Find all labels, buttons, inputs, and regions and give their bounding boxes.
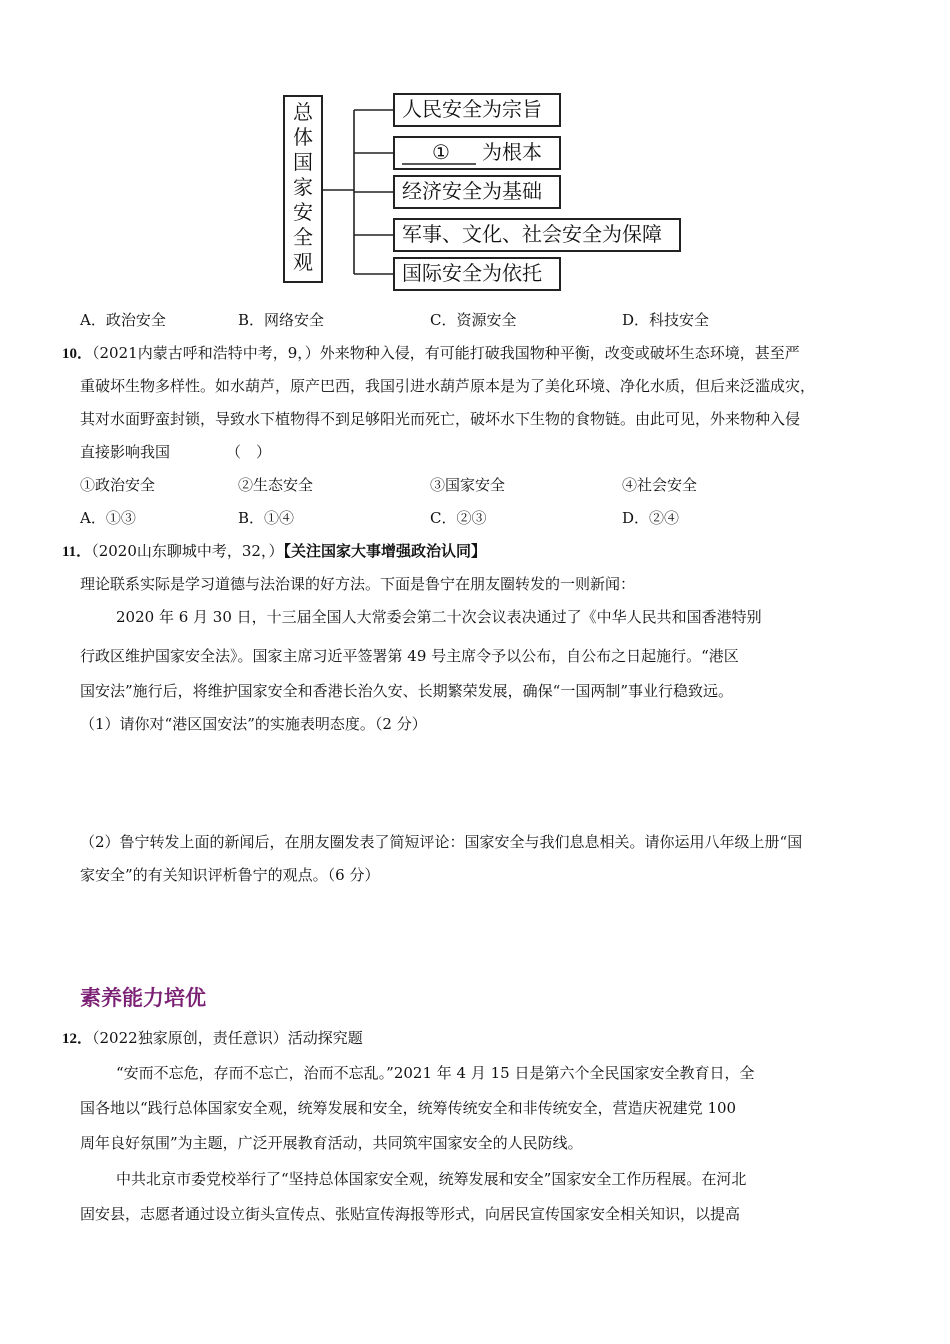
q12-line-5: 固安县，志愿者通过设立街头宣传点、张贴宣传海报等形式，向居民宣传国家安全相关知识，以提高 bbox=[80, 1205, 741, 1223]
q10-item-3: ③国家安全 bbox=[430, 476, 506, 494]
option-text: 资源安全 bbox=[456, 311, 517, 329]
q12-header bbox=[62, 1027, 363, 1050]
option-letter: B． bbox=[238, 509, 265, 527]
option-text: ②③ bbox=[456, 509, 487, 527]
q11-subquestion-1: （1）请你对“港区国安法”的实施表明态度。（2 分） bbox=[80, 715, 427, 733]
question-text: 直接影响我国 bbox=[80, 443, 171, 461]
question-number: 11． bbox=[62, 544, 92, 560]
root-char: 国 bbox=[293, 150, 313, 174]
option-letter: D． bbox=[622, 509, 650, 527]
diagram-root-label bbox=[289, 100, 317, 275]
root-char: 全 bbox=[293, 225, 313, 249]
q10-line-1 bbox=[62, 342, 800, 365]
option-text: 科技安全 bbox=[649, 311, 710, 329]
option-letter: B． bbox=[238, 311, 265, 329]
q12-line-3: 周年良好氛围”为主题，广泛开展教育活动，共同筑牢国家安全的人民防线。 bbox=[80, 1134, 583, 1152]
option-text: ①④ bbox=[264, 509, 295, 527]
question-tag: 【关注国家大事增强政治认同】 bbox=[283, 542, 486, 560]
question-number: 12． bbox=[62, 1031, 93, 1047]
option-letter: C． bbox=[430, 311, 457, 329]
root-char: 体 bbox=[293, 125, 313, 149]
q11-news-line-3: 国安法”施行后，将维护国家安全和香港长治久安、长期繁荣发展，确保“一国两制”事业行稳致远。 bbox=[80, 682, 734, 700]
option-letter: D． bbox=[622, 311, 650, 329]
branch-people-security: 人民安全为宗旨 bbox=[402, 97, 542, 121]
option-text: 政治安全 bbox=[105, 311, 166, 329]
root-char: 家 bbox=[293, 175, 313, 199]
root-char: 安 bbox=[293, 200, 313, 224]
option-c bbox=[430, 507, 487, 529]
q10-line-3: 其对水面野蛮封锁，导致水下植物得不到足够阳光而死亡，破坏水下生物的食物链。由此可见，外来物种入侵 bbox=[80, 410, 801, 428]
option-letter: A． bbox=[80, 311, 106, 329]
question-source: （2021内蒙古呼和浩特中考，9，） bbox=[92, 344, 320, 362]
branch-military-culture-social: 军事、文化、社会安全为保障 bbox=[402, 222, 662, 246]
question-source: （2022独家原创，责任意识）活动探究题 bbox=[92, 1029, 363, 1047]
option-d bbox=[622, 309, 709, 331]
question-text: 外来物种入侵，有可能打破我国物种平衡，改变或破坏生态环境，甚至严 bbox=[319, 344, 800, 362]
option-a bbox=[80, 309, 166, 331]
q10-line-4 bbox=[80, 441, 271, 463]
option-b bbox=[238, 309, 324, 331]
option-a bbox=[80, 507, 136, 529]
section-title: 素养能力培优 bbox=[80, 986, 206, 1010]
q10-line-2: 重破坏生物多样性。如水葫芦，原产巴西，我国引进水葫芦原本是为了美化环境、净化水质，但后来泛滥成灾， bbox=[80, 377, 816, 395]
q11-subquestion-2-line-1: （2）鲁宁转发上面的新闻后，在朋友圈发表了简短评论：国家安全与我们息息相关。请你运用八年级上册“国 bbox=[80, 833, 803, 851]
option-c bbox=[430, 309, 517, 331]
q11-intro: 理论联系实际是学习道德与法治课的好方法。下面是鲁宁在朋友圈转发的一则新闻： bbox=[80, 575, 636, 593]
branch-international-security: 国际安全为依托 bbox=[402, 261, 542, 285]
q12-line-1: “安而不忘危，存而不忘亡，治而不忘乱。”2021 年 4 月 15 日是第六个全民国家安全教育日，全 bbox=[116, 1064, 755, 1082]
option-letter: C． bbox=[430, 509, 457, 527]
q11-news-line-2: 行政区维护国家安全法》。国家主席习近平签署第 49 号主席令予以公布，自公布之日起施行。“港区 bbox=[80, 647, 739, 665]
question-source: （2020山东聊城中考，32，） bbox=[91, 542, 284, 560]
q11-subquestion-2-line-2: 家安全”的有关知识评析鲁宁的观点。（6 分） bbox=[80, 866, 380, 884]
branch-blank-marker: ① bbox=[432, 140, 450, 164]
q10-item-2: ②生态安全 bbox=[238, 476, 314, 494]
q10-item-1: ①政治安全 bbox=[80, 476, 156, 494]
root-char: 观 bbox=[293, 250, 313, 274]
branch-economic-security: 经济安全为基础 bbox=[402, 179, 542, 203]
answer-bracket: （ ） bbox=[226, 443, 272, 461]
q10-item-4: ④社会安全 bbox=[622, 476, 698, 494]
option-text: 网络安全 bbox=[264, 311, 325, 329]
option-d bbox=[622, 507, 679, 529]
option-letter: A． bbox=[80, 509, 106, 527]
question-number: 10． bbox=[62, 346, 93, 362]
branch-foundation: 为根本 bbox=[482, 140, 542, 164]
q11-news-line-1: 2020 年 6 月 30 日，十三届全国人大常委会第二十次会议表决通过了《中华人民共和国香港特别 bbox=[116, 608, 762, 626]
option-text: ①③ bbox=[105, 509, 136, 527]
option-text: ②④ bbox=[649, 509, 680, 527]
option-b bbox=[238, 507, 294, 529]
q11-header bbox=[62, 540, 486, 563]
q12-line-2: 国各地以“践行总体国家安全观，统筹发展和安全，统筹传统安全和非传统安全，营造庆祝建党 100 bbox=[80, 1099, 737, 1117]
q12-line-4: 中共北京市委党校举行了“坚持总体国家安全观，统筹发展和安全”国家安全工作历程展。在河北 bbox=[116, 1170, 747, 1188]
root-char: 总 bbox=[293, 100, 313, 124]
